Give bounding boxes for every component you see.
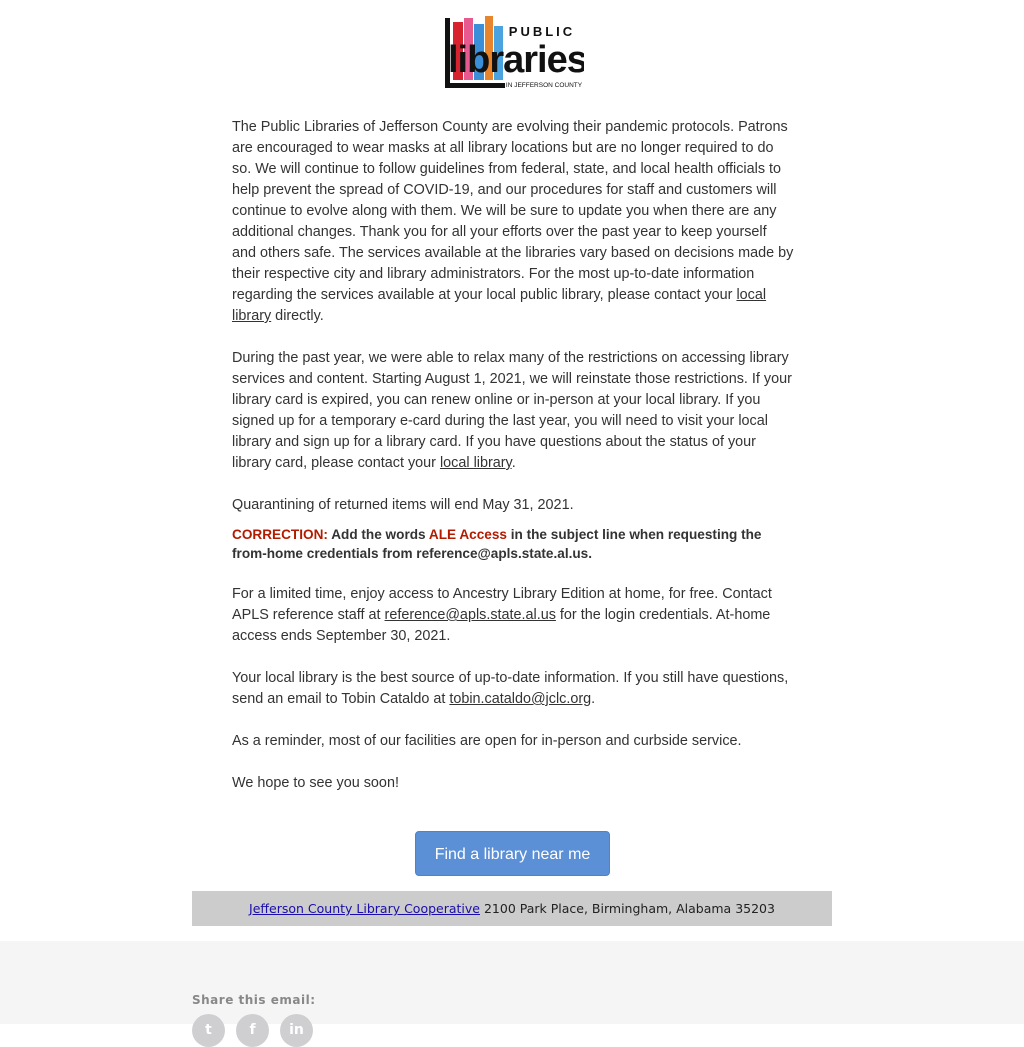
share-label: Share this email: [192, 993, 316, 1007]
ale-access-highlight: ALE Access [428, 527, 507, 542]
public-libraries-logo [444, 14, 584, 90]
correction-label: CORRECTION: [232, 527, 328, 542]
paragraph-contact: Your local library is the best source of up-to-date information. If you still have questions, send an email to Tobin Cataldo at tobin.cataldo@jclc.org. [232, 670, 789, 707]
logo-sub-text: IN JEFFERSON COUNTY [505, 82, 583, 89]
reference-email-link[interactable]: reference@apls.state.al.us [384, 607, 556, 623]
paragraph-reminder: As a reminder, most of our facilities are open for in-person and curbside service. [232, 733, 742, 749]
facebook-icon[interactable]: f [236, 1014, 269, 1047]
correction-notice: CORRECTION: Add the words ALE Access in the subject line when requesting the from-home credentials from reference@apls.state.al.us. [232, 527, 762, 561]
paragraph-restrictions: During the past year, we were able to relax many of the restrictions on accessing library services and content. Starting August 1, 2021, we will reinstate those restrictions. If your library card is expired, you can renew online or in-person at your local library. If you signed up for a temporary e-card during the last year, you will need to visit your local library and sign up for a library card. If you have questions about the status of your library card, please contact your local library. [232, 350, 792, 471]
jclc-link[interactable]: Jefferson County Library Cooperative [249, 901, 480, 916]
tobin-email-link[interactable]: tobin.cataldo@jclc.org [449, 691, 592, 707]
twitter-icon[interactable]: t [192, 1014, 225, 1047]
paragraph-closing: We hope to see you soon! [232, 775, 399, 791]
find-library-button[interactable]: Find a library near me [415, 831, 610, 876]
paragraph-quarantine: Quarantining of returned items will end May 31, 2021. [232, 497, 574, 513]
footer-address: 2100 Park Place, Birmingham, Alabama 35203 [480, 901, 775, 916]
share-section [0, 941, 1024, 1038]
footer-address-bar [192, 891, 832, 926]
linkedin-icon[interactable]: in [280, 1014, 313, 1047]
paragraph-protocols: The Public Libraries of Jefferson County are evolving their pandemic protocols. Patrons are encouraged to wear masks at all library locations but are no longer required to do so. We will continue to follow guidelines from federal, state, and local health officials to help prevent the spread of COVID-19, and our procedures for staff and customers will continue to evolve along with them. We will be sure to update you when there are any additional changes. Thank you for all your efforts over the past year to keep yourself and others safe. The services available at the libraries vary based on decisions made by their respective city and library administrators. For the most up-to-date information regarding the services available at your local public library, please contact your local library directly. [232, 119, 794, 324]
logo-main-text: libraries [448, 39, 584, 81]
local-library-link-2[interactable]: local library [439, 455, 512, 471]
logo-top-text: PUBLIC [508, 24, 576, 39]
paragraph-ancestry: For a limited time, enjoy access to Ancestry Library Edition at home, for free. Contact APLS reference staff at reference@apls.state.al.us for the login credentials. At-home access ends September 30, 2021. [232, 586, 772, 644]
local-library-link-1[interactable]: local library [232, 287, 767, 324]
email-body [232, 117, 794, 815]
